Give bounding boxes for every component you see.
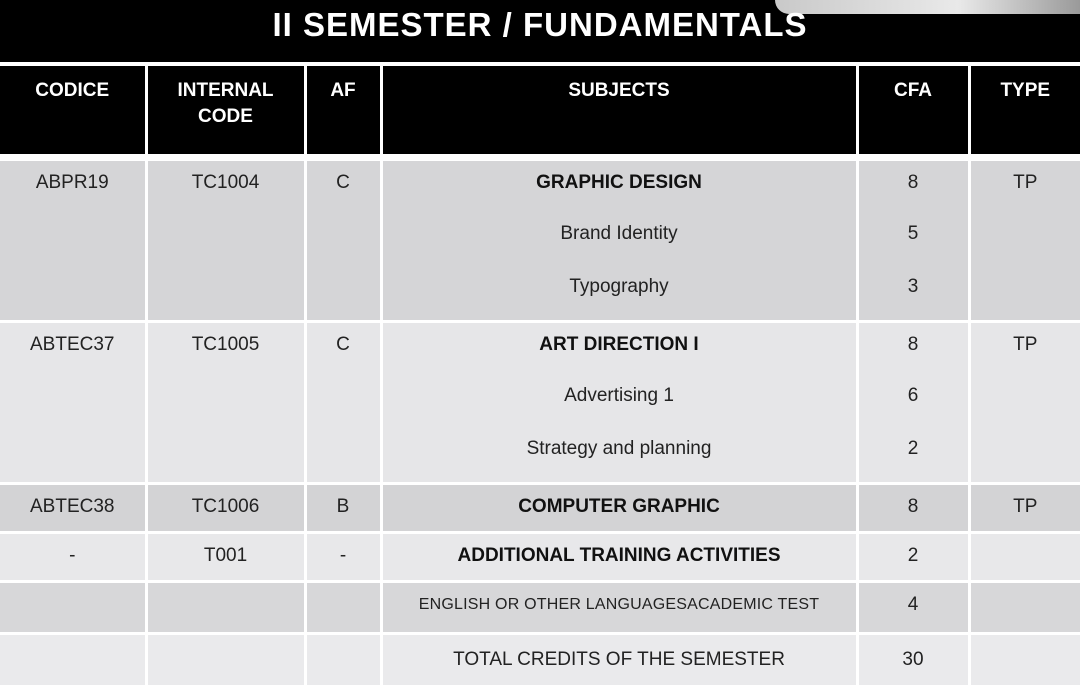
cfa-cell: 8	[857, 484, 969, 533]
table-row	[0, 484, 1080, 533]
total-row	[0, 634, 1080, 687]
af-cell: C	[305, 322, 381, 484]
internal-code-cell: TC1006	[146, 484, 305, 533]
subject-main: COMPUTER GRAPHIC	[381, 484, 857, 533]
header-af: AF	[305, 66, 381, 158]
subject-main: ADDITIONAL TRAINING ACTIVITIES	[381, 533, 857, 582]
internal-code-cell: T001	[146, 533, 305, 582]
total-credits-value: 30	[857, 634, 969, 687]
table-row	[0, 533, 1080, 582]
header-subjects: SUBJECTS	[381, 66, 857, 158]
header-cfa: CFA	[857, 66, 969, 158]
codice-cell: ABTEC38	[0, 484, 146, 533]
type-cell: TP	[969, 484, 1080, 533]
subject-sub: Brand Identity	[560, 223, 678, 244]
internal-code-cell: TC1004	[146, 158, 305, 322]
internal-code-cell	[146, 634, 305, 687]
subject-sub: Advertising 1	[564, 385, 674, 406]
codice-cell: -	[0, 533, 146, 582]
subject-main: GRAPHIC DESIGN	[536, 172, 702, 193]
cfa-value: 6	[907, 385, 919, 406]
cfa-value: 2	[907, 438, 919, 459]
page-title: II SEMESTER / FUNDAMENTALS	[272, 6, 808, 43]
type-cell	[969, 582, 1080, 634]
type-cell: TP	[969, 158, 1080, 322]
header-type: TYPE	[969, 66, 1080, 158]
table-row	[0, 322, 1080, 484]
af-cell	[305, 634, 381, 687]
table-row	[0, 158, 1080, 322]
total-credits-label: TOTAL CREDITS OF THE SEMESTER	[381, 634, 857, 687]
cfa-value: 3	[907, 276, 919, 297]
af-cell: B	[305, 484, 381, 533]
subjects-cell	[381, 158, 857, 322]
type-cell: TP	[969, 322, 1080, 484]
subject-main: ART DIRECTION I	[539, 334, 699, 355]
af-cell: -	[305, 533, 381, 582]
subject-language-test: ENGLISH OR OTHER LANGUAGESACADEMIC TEST	[381, 582, 857, 634]
cfa-cell: 4	[857, 582, 969, 634]
cfa-value: 5	[907, 223, 919, 244]
cfa-value: 8	[907, 334, 919, 355]
header-internal-code: INTERNAL CODE	[146, 66, 305, 158]
subject-sub: Typography	[569, 276, 669, 297]
codice-cell	[0, 582, 146, 634]
type-cell	[969, 533, 1080, 582]
subject-sub: Strategy and planning	[526, 438, 712, 459]
cfa-cell	[857, 322, 969, 484]
header-codice: CODICE	[0, 66, 146, 158]
codice-cell	[0, 634, 146, 687]
curriculum-table	[0, 66, 1080, 688]
cfa-value: 8	[907, 172, 919, 193]
header-row	[0, 66, 1080, 158]
af-cell	[305, 582, 381, 634]
codice-cell: ABTEC37	[0, 322, 146, 484]
subjects-cell	[381, 322, 857, 484]
af-cell: C	[305, 158, 381, 322]
internal-code-cell	[146, 582, 305, 634]
type-cell	[969, 634, 1080, 687]
table-row	[0, 582, 1080, 634]
internal-code-cell: TC1005	[146, 322, 305, 484]
cfa-cell: 2	[857, 533, 969, 582]
cfa-cell	[857, 158, 969, 322]
codice-cell: ABPR19	[0, 158, 146, 322]
